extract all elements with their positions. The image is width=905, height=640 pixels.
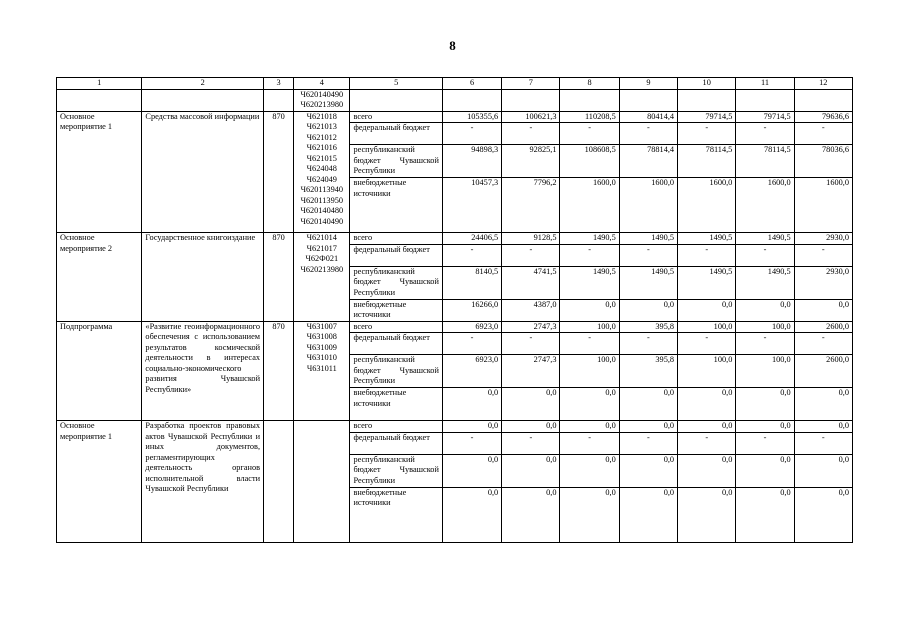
amount-cell: - bbox=[794, 333, 852, 355]
amount-cell: 110208,5 bbox=[560, 111, 619, 123]
amount-cell: 1600,0 bbox=[619, 178, 677, 233]
cell-empty bbox=[502, 89, 560, 111]
cell-c2: Государственное книгоиздание bbox=[142, 233, 264, 322]
cell-c4: Ч631007 Ч631008 Ч631009 Ч631010 Ч631011 bbox=[294, 321, 350, 421]
budget-table bbox=[56, 77, 853, 543]
amount-cell: 1600,0 bbox=[736, 178, 794, 233]
amount-cell: 79636,6 bbox=[794, 111, 852, 123]
amount-cell: - bbox=[736, 432, 794, 454]
column-number: 11 bbox=[736, 78, 794, 90]
amount-cell: 1490,5 bbox=[560, 233, 619, 245]
amount-cell: 100,0 bbox=[736, 321, 794, 333]
continuation-codes: Ч620140490 Ч620213980 bbox=[294, 89, 350, 111]
amount-cell: - bbox=[560, 123, 619, 145]
source-label: федеральный бюджет bbox=[350, 333, 442, 355]
amount-cell: 100621,3 bbox=[502, 111, 560, 123]
column-number: 6 bbox=[442, 78, 501, 90]
cell-c1: Подпрограмма bbox=[57, 321, 142, 421]
amount-cell: 1490,5 bbox=[678, 233, 736, 245]
cell-empty bbox=[736, 89, 794, 111]
column-number-row bbox=[57, 78, 853, 90]
amount-cell: - bbox=[560, 432, 619, 454]
cell-c2: Средства массовой информации bbox=[142, 111, 264, 233]
amount-cell: 8140,5 bbox=[442, 266, 501, 299]
cell-c1: Основное мероприятие 1 bbox=[57, 421, 142, 543]
cell-c3: 870 bbox=[264, 111, 294, 233]
amount-cell: 0,0 bbox=[678, 487, 736, 542]
amount-cell: - bbox=[619, 244, 677, 266]
amount-cell: - bbox=[442, 123, 501, 145]
amount-cell: - bbox=[619, 123, 677, 145]
amount-cell: 0,0 bbox=[736, 299, 794, 321]
amount-cell: 105355,6 bbox=[442, 111, 501, 123]
amount-cell: - bbox=[678, 123, 736, 145]
amount-cell: - bbox=[678, 244, 736, 266]
amount-cell: 0,0 bbox=[736, 421, 794, 433]
amount-cell: 0,0 bbox=[560, 421, 619, 433]
amount-cell: 7796,2 bbox=[502, 178, 560, 233]
amount-cell: 1490,5 bbox=[560, 266, 619, 299]
amount-cell: 2600,0 bbox=[794, 321, 852, 333]
column-number: 3 bbox=[264, 78, 294, 90]
source-label: федеральный бюджет bbox=[350, 244, 442, 266]
column-number: 8 bbox=[560, 78, 619, 90]
amount-cell: - bbox=[736, 123, 794, 145]
amount-cell: 1490,5 bbox=[678, 266, 736, 299]
amount-cell: 0,0 bbox=[560, 454, 619, 487]
block-row bbox=[57, 321, 853, 333]
amount-cell: 0,0 bbox=[502, 487, 560, 542]
cell-empty bbox=[142, 89, 264, 111]
column-number: 9 bbox=[619, 78, 677, 90]
amount-cell: - bbox=[442, 333, 501, 355]
amount-cell: 0,0 bbox=[736, 487, 794, 542]
amount-cell: 0,0 bbox=[560, 299, 619, 321]
amount-cell: 0,0 bbox=[794, 299, 852, 321]
amount-cell: 1600,0 bbox=[678, 178, 736, 233]
amount-cell: 78114,5 bbox=[678, 145, 736, 178]
cell-c3: 870 bbox=[264, 233, 294, 322]
cell-empty bbox=[794, 89, 852, 111]
amount-cell: 24406,5 bbox=[442, 233, 501, 245]
source-label: республиканский бюджет Чувашской Республики bbox=[350, 454, 442, 487]
amount-cell: 1600,0 bbox=[794, 178, 852, 233]
amount-cell: - bbox=[502, 244, 560, 266]
amount-cell: - bbox=[442, 432, 501, 454]
amount-cell: 94898,3 bbox=[442, 145, 501, 178]
amount-cell: 92825,1 bbox=[502, 145, 560, 178]
amount-cell: 80414,4 bbox=[619, 111, 677, 123]
amount-cell: 0,0 bbox=[442, 388, 501, 421]
amount-cell: 4387,0 bbox=[502, 299, 560, 321]
cell-c1: Основное мероприятие 1 bbox=[57, 111, 142, 233]
amount-cell: 0,0 bbox=[794, 454, 852, 487]
amount-cell: 0,0 bbox=[560, 487, 619, 542]
amount-cell: 0,0 bbox=[442, 421, 501, 433]
amount-cell: 0,0 bbox=[736, 454, 794, 487]
amount-cell: 108608,5 bbox=[560, 145, 619, 178]
amount-cell: 0,0 bbox=[736, 388, 794, 421]
column-number: 4 bbox=[294, 78, 350, 90]
cell-empty bbox=[264, 89, 294, 111]
amount-cell: 2747,3 bbox=[502, 355, 560, 388]
amount-cell: 1600,0 bbox=[560, 178, 619, 233]
cell-empty bbox=[560, 89, 619, 111]
amount-cell: 0,0 bbox=[678, 421, 736, 433]
source-label: республиканский бюджет Чувашской Республики bbox=[350, 266, 442, 299]
column-number: 12 bbox=[794, 78, 852, 90]
column-number: 1 bbox=[57, 78, 142, 90]
amount-cell: 395,8 bbox=[619, 321, 677, 333]
amount-cell: 0,0 bbox=[619, 299, 677, 321]
amount-cell: 2930,0 bbox=[794, 233, 852, 245]
amount-cell: 6923,0 bbox=[442, 355, 501, 388]
amount-cell: 100,0 bbox=[560, 321, 619, 333]
column-number: 5 bbox=[350, 78, 442, 90]
amount-cell: 0,0 bbox=[794, 421, 852, 433]
amount-cell: - bbox=[794, 432, 852, 454]
continuation-row bbox=[57, 89, 853, 111]
block-row bbox=[57, 233, 853, 245]
amount-cell: 6923,0 bbox=[442, 321, 501, 333]
cell-c4 bbox=[294, 421, 350, 543]
amount-cell: 0,0 bbox=[502, 454, 560, 487]
amount-cell: 0,0 bbox=[794, 388, 852, 421]
amount-cell: 10457,3 bbox=[442, 178, 501, 233]
cell-c2: «Развитие геоинформационного обеспечения с использованием результатов космической деятельности в интересах социально-экономического развития Чувашской Республики» bbox=[142, 321, 264, 421]
amount-cell: - bbox=[678, 432, 736, 454]
amount-cell: 100,0 bbox=[678, 321, 736, 333]
cell-c1: Основное мероприятие 2 bbox=[57, 233, 142, 322]
source-label: внебюджетные источники bbox=[350, 178, 442, 233]
amount-cell: - bbox=[502, 432, 560, 454]
cell-empty bbox=[678, 89, 736, 111]
source-label: федеральный бюджет bbox=[350, 123, 442, 145]
amount-cell: - bbox=[794, 123, 852, 145]
amount-cell: 0,0 bbox=[678, 454, 736, 487]
cell-c2: Разработка проектов правовых актов Чувашской Республики и иных документов, регламентирующих деятельность органов исполнительной власти Чувашской Республики bbox=[142, 421, 264, 543]
amount-cell: 1490,5 bbox=[619, 233, 677, 245]
amount-cell: 395,8 bbox=[619, 355, 677, 388]
source-label: внебюджетные источники bbox=[350, 299, 442, 321]
amount-cell: 0,0 bbox=[678, 299, 736, 321]
amount-cell: - bbox=[736, 244, 794, 266]
column-number: 2 bbox=[142, 78, 264, 90]
amount-cell: 2747,3 bbox=[502, 321, 560, 333]
source-label: всего bbox=[350, 233, 442, 245]
amount-cell: - bbox=[560, 244, 619, 266]
amount-cell: 100,0 bbox=[560, 355, 619, 388]
source-label: внебюджетные источники bbox=[350, 388, 442, 421]
source-label: всего bbox=[350, 421, 442, 433]
amount-cell: 100,0 bbox=[736, 355, 794, 388]
amount-cell: 1490,5 bbox=[736, 266, 794, 299]
source-label: республиканский бюджет Чувашской Республики bbox=[350, 145, 442, 178]
amount-cell: 0,0 bbox=[619, 421, 677, 433]
amount-cell: 0,0 bbox=[442, 454, 501, 487]
amount-cell: 100,0 bbox=[678, 355, 736, 388]
column-number: 10 bbox=[678, 78, 736, 90]
amount-cell: 0,0 bbox=[619, 454, 677, 487]
amount-cell: - bbox=[502, 123, 560, 145]
amount-cell: 9128,5 bbox=[502, 233, 560, 245]
amount-cell: - bbox=[619, 432, 677, 454]
source-label: всего bbox=[350, 321, 442, 333]
amount-cell: - bbox=[794, 244, 852, 266]
amount-cell: - bbox=[442, 244, 501, 266]
amount-cell: 16266,0 bbox=[442, 299, 501, 321]
amount-cell: - bbox=[502, 333, 560, 355]
amount-cell: 4741,5 bbox=[502, 266, 560, 299]
cell-empty bbox=[442, 89, 501, 111]
amount-cell: 0,0 bbox=[794, 487, 852, 542]
amount-cell: 0,0 bbox=[619, 388, 677, 421]
source-label: федеральный бюджет bbox=[350, 432, 442, 454]
source-label: всего bbox=[350, 111, 442, 123]
amount-cell: 0,0 bbox=[678, 388, 736, 421]
amount-cell: 0,0 bbox=[619, 487, 677, 542]
block-row bbox=[57, 421, 853, 433]
amount-cell: - bbox=[619, 333, 677, 355]
cell-empty bbox=[619, 89, 677, 111]
amount-cell: 78114,5 bbox=[736, 145, 794, 178]
amount-cell: 78814,4 bbox=[619, 145, 677, 178]
cell-empty bbox=[350, 89, 442, 111]
source-label: республиканский бюджет Чувашской Республики bbox=[350, 355, 442, 388]
source-label: внебюджетные источники bbox=[350, 487, 442, 542]
page-number: 8 bbox=[449, 38, 456, 53]
amount-cell: 0,0 bbox=[442, 487, 501, 542]
amount-cell: 2600,0 bbox=[794, 355, 852, 388]
column-number: 7 bbox=[502, 78, 560, 90]
amount-cell: 2930,0 bbox=[794, 266, 852, 299]
amount-cell: 0,0 bbox=[560, 388, 619, 421]
amount-cell: 79714,5 bbox=[736, 111, 794, 123]
cell-c3 bbox=[264, 421, 294, 543]
cell-c4: Ч621014 Ч621017 Ч62Ф021 Ч620213980 bbox=[294, 233, 350, 322]
amount-cell: 1490,5 bbox=[619, 266, 677, 299]
amount-cell: 79714,5 bbox=[678, 111, 736, 123]
amount-cell: - bbox=[736, 333, 794, 355]
amount-cell: 0,0 bbox=[502, 421, 560, 433]
amount-cell: - bbox=[678, 333, 736, 355]
block-row bbox=[57, 111, 853, 123]
amount-cell: 1490,5 bbox=[736, 233, 794, 245]
cell-c4: Ч621018 Ч621013 Ч621012 Ч621016 Ч621015 Ч624048 Ч624049 Ч620113940 Ч620113950 Ч620140480 Ч620140490 bbox=[294, 111, 350, 233]
cell-c3: 870 bbox=[264, 321, 294, 421]
amount-cell: 0,0 bbox=[502, 388, 560, 421]
cell-empty bbox=[57, 89, 142, 111]
amount-cell: 78036,6 bbox=[794, 145, 852, 178]
amount-cell: - bbox=[560, 333, 619, 355]
